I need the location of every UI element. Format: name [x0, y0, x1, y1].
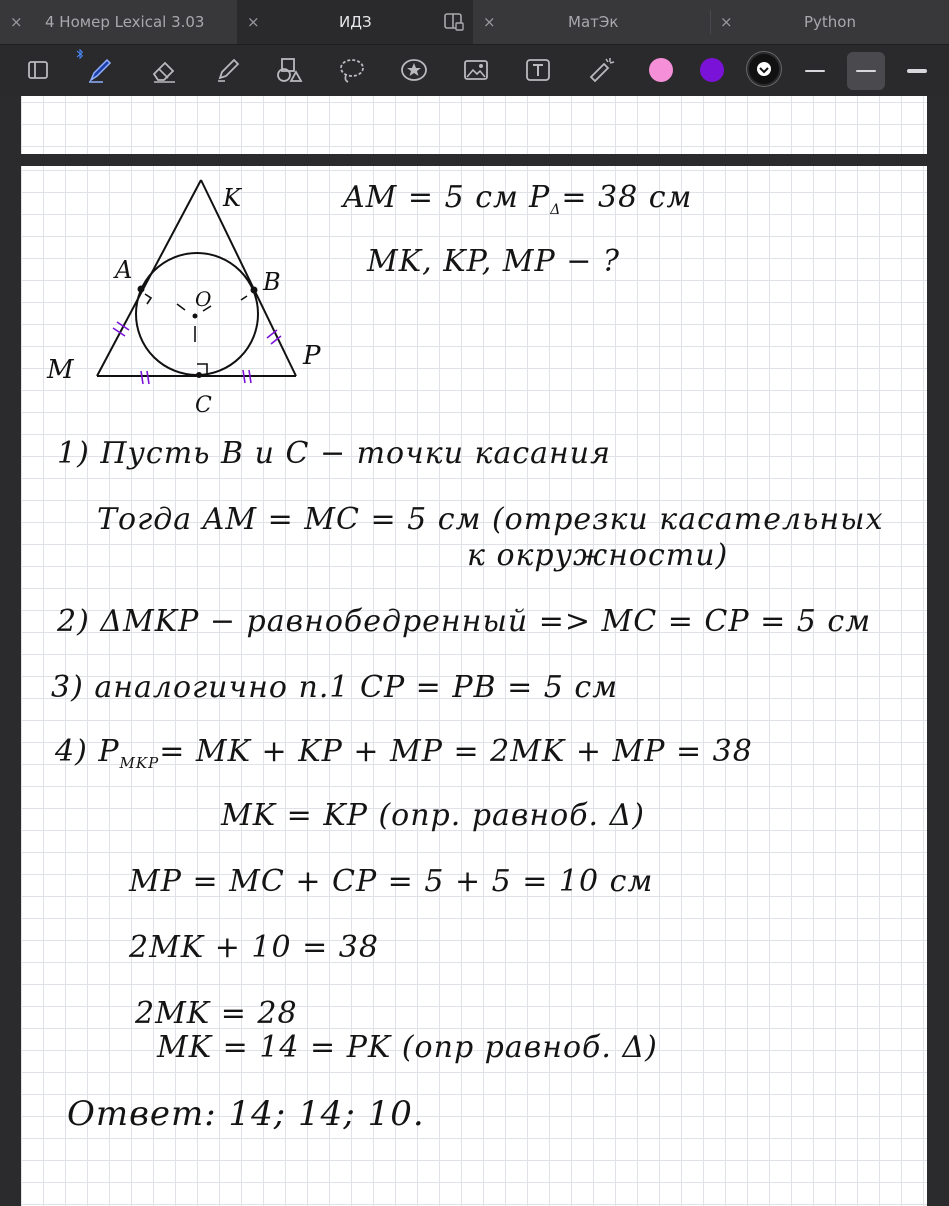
line-equation-3: MK = 14 = PK (опр равноб. Δ)	[157, 1030, 658, 1065]
tab-lexical[interactable]	[0, 0, 237, 44]
label-c: C	[195, 393, 212, 418]
tab-python[interactable]	[710, 0, 949, 44]
split-view-icon[interactable]	[444, 13, 464, 31]
question: MK, KP, MP − ?	[367, 244, 620, 279]
step-1-line-1: 1) Пусть B и C − точки касания	[57, 436, 611, 471]
point-b	[251, 287, 258, 294]
chevron-down-icon	[749, 54, 779, 84]
tab-bar	[0, 0, 949, 45]
stroke-thin[interactable]	[796, 52, 834, 90]
incircle	[136, 253, 258, 375]
triangle-incircle-diagram	[41, 166, 341, 426]
bluetooth-icon	[70, 44, 90, 64]
sticker-icon[interactable]	[396, 52, 432, 88]
lasso-icon[interactable]	[334, 52, 370, 88]
perimeter-symbol: P	[529, 180, 551, 215]
tab-title: 4 Номер Lexical 3.03	[45, 13, 205, 31]
highlighter-icon[interactable]	[210, 52, 246, 88]
line-equation-1: 2MK + 10 = 38	[129, 930, 379, 965]
step-1-line-2: Тогда AM = MC = 5 см (отрезки касательных	[97, 502, 884, 537]
color-swatch-purple[interactable]	[700, 58, 724, 82]
close-icon[interactable]: ×	[720, 13, 733, 31]
point-a	[138, 286, 145, 293]
stroke-medium[interactable]	[847, 52, 885, 90]
point-c	[196, 372, 202, 378]
perimeter-subscript: Δ	[550, 202, 562, 218]
close-icon[interactable]: ×	[483, 13, 496, 31]
image-icon[interactable]	[458, 52, 494, 88]
close-icon[interactable]: ×	[10, 13, 23, 31]
tab-matek[interactable]	[473, 0, 710, 44]
answer: Ответ: 14; 14; 10.	[67, 1094, 425, 1134]
step-4-prefix: 4) P	[55, 734, 120, 769]
label-k: K	[223, 184, 241, 212]
toolbar	[0, 45, 949, 96]
shapes-icon[interactable]	[270, 52, 306, 88]
label-o: O	[195, 287, 212, 311]
step-1-line-3: к окружности)	[467, 538, 729, 573]
text-box-icon[interactable]	[520, 52, 556, 88]
tab-idz[interactable]	[237, 0, 473, 44]
note-page[interactable]	[21, 166, 927, 1206]
step-2: 2) ΔMKP − равнобедренный => MC = CP = 5 см	[57, 604, 872, 639]
label-b: B	[263, 268, 281, 296]
label-a: A	[115, 256, 133, 284]
given-perimeter	[529, 180, 692, 218]
laser-pointer-icon[interactable]	[584, 52, 620, 88]
step-4	[55, 734, 753, 772]
step-4-equation: = MK + KP + MP = 2MK + MP = 38	[159, 734, 753, 769]
point-o	[193, 314, 198, 319]
page-layout-icon[interactable]	[20, 52, 56, 88]
label-m: M	[47, 355, 74, 385]
label-p: P	[303, 341, 321, 371]
step-4-subscript: MKP	[119, 754, 160, 772]
line-equation-2: 2MK = 28	[135, 996, 298, 1031]
color-swatch-black[interactable]	[749, 54, 779, 84]
line-mp: MP = MC + CP = 5 + 5 = 10 см	[129, 864, 654, 899]
line-mk-equals-kp: MK = KP (опр. равноб. Δ)	[221, 798, 645, 833]
tab-title: Python	[804, 13, 856, 31]
given-am: AM = 5 см	[343, 180, 519, 215]
perimeter-value: = 38 см	[561, 180, 693, 215]
step-3: 3) аналогично п.1 CP = PB = 5 см	[51, 670, 619, 705]
stroke-thick[interactable]	[898, 52, 936, 90]
note-page-previous[interactable]	[21, 96, 927, 154]
tab-title: ИДЗ	[339, 13, 372, 31]
close-icon[interactable]: ×	[247, 13, 260, 31]
tab-title: МатЭк	[568, 13, 619, 31]
color-swatch-pink[interactable]	[649, 58, 673, 82]
eraser-icon[interactable]	[146, 52, 182, 88]
